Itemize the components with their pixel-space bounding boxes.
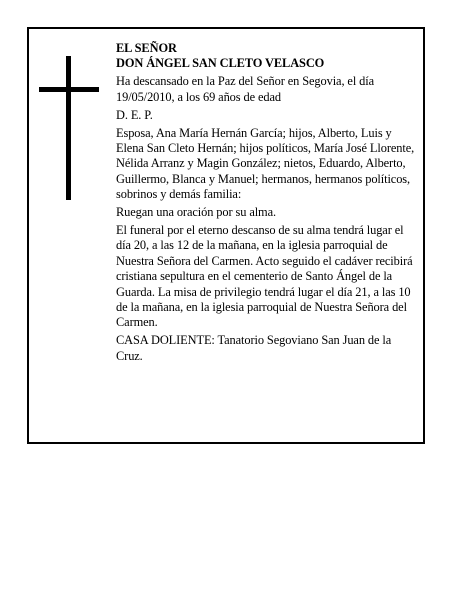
notice-body [116, 41, 418, 367]
death-info: Ha descansado en la Paz del Señor en Segovia, el día 19/05/2010, a los 69 años de edad [116, 74, 375, 104]
rip-line: D. E. P. [116, 107, 153, 122]
deceased-name: DON ÁNGEL SAN CLETO VELASCO [116, 56, 325, 71]
notice-heading: EL SEÑOR [116, 41, 177, 55]
family-list: Esposa, Ana María Hernán García; hijos, Alberto, Luis y Elena San Cleto Hernán; hijos políticos, María José Llorente, Nélida Arranz y Magin González; nietos, Eduardo, Alberto, Guillermo, Blanca y Manuel; hermanos, hermanos políticos, sobrinos y demás familia: [116, 125, 415, 202]
funeral-details: El funeral por el eterno descanso de su alma tendrá lugar el día 20, a las 12 de la mañana, en la iglesia parroquial de Nuestra Señora del Carmen. Acto seguido el cadáver recibirá cristiana sepultura en el cementerio de Santo Ángel de la Guarda. La misa de privilegio tendrá lugar el día 21, a las 10 de la mañana, en la iglesia parroquial de Nuestra Señora del Carmen. [116, 222, 413, 330]
prayer-request: Ruegan una oración por su alma. [116, 205, 276, 220]
mourning-house: CASA DOLIENTE: Tanatorio Segoviano San Juan de la Cruz. [116, 333, 392, 363]
cross-vertical-bar [66, 56, 71, 200]
cross-horizontal-bar [39, 87, 99, 92]
obituary-notice [27, 27, 425, 444]
cross-icon [39, 56, 99, 200]
